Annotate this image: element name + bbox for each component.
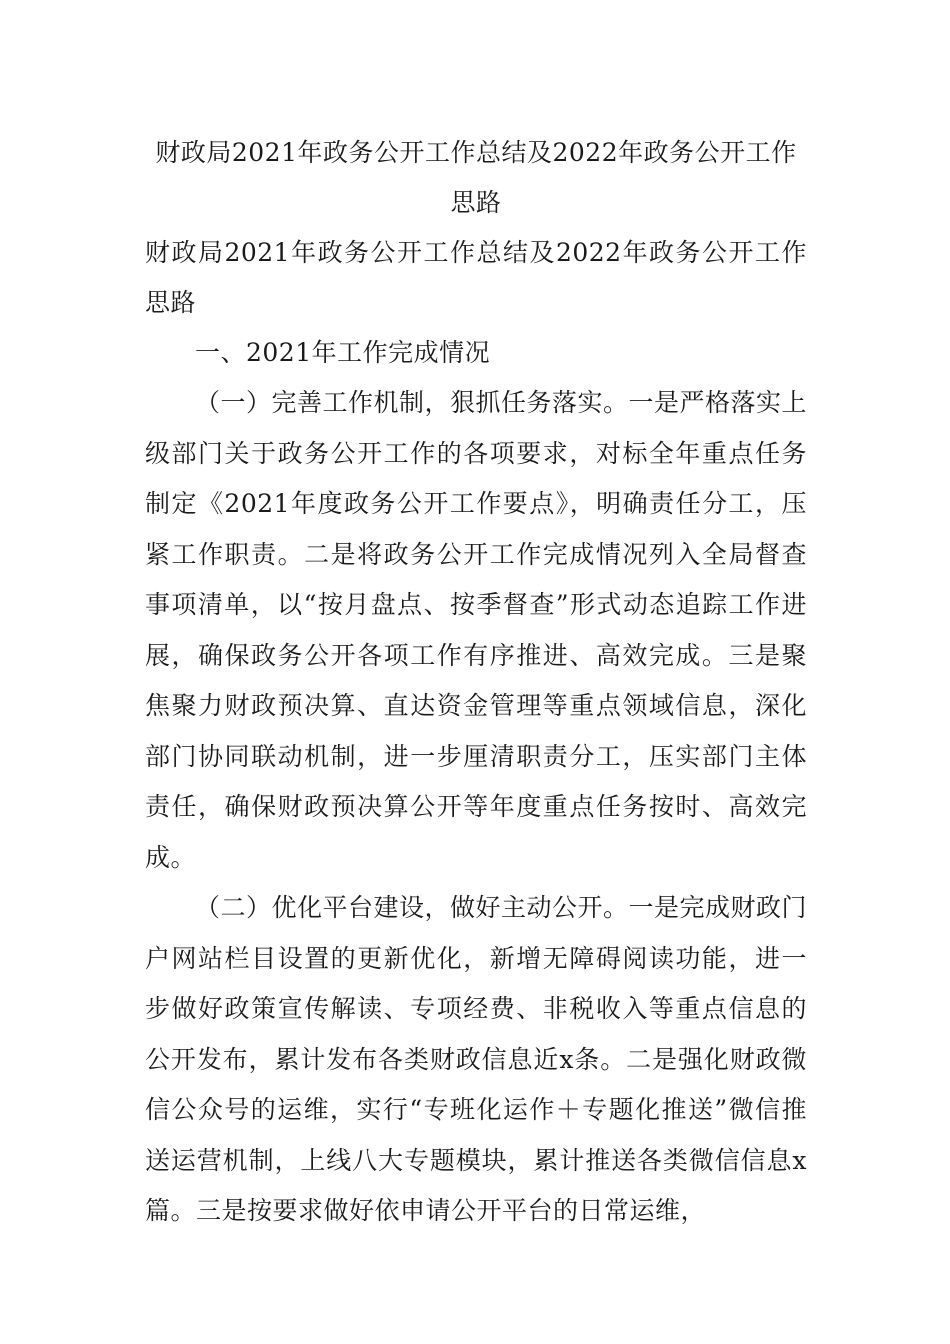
section-heading: 一、2021年工作完成情况	[195, 338, 491, 367]
document-subtitle: 财政局2021年政务公开工作总结及2022年政务公开工作思路	[145, 238, 807, 317]
document-title: 财政局2021年政务公开工作总结及2022年政务公开工作思路	[155, 138, 797, 217]
paragraph-1: （一）完善工作机制，狠抓任务落实。一是严格落实上级部门关于政务公开工作的各项要求，对标全年重点任务制定《2021年度政务公开工作要点》，明确责任分工，压紧工作职责。二是将政务公开工作完成情况列入全局督查事项清单，以“按月盘点、按季督查”形式动态追踪工作进展，确保政务公开各项工作有序推进、高效完成。三是聚焦聚力财政预决算、直达资金管理等重点领域信息，深化部门协同联动机制，进一步厘清职责分工，压实部门主体责任，确保财政预决算公开等年度重点任务按时、高效完成。	[145, 388, 808, 872]
document-body	[145, 128, 807, 1237]
paragraph-2: （二）优化平台建设，做好主动公开。一是完成财政门户网站栏目设置的更新优化，新增无障碍阅读功能，进一步做好政策宣传解读、专项经费、非税收入等重点信息的公开发布，累计发布各类财政信息近x条。二是强化财政微信公众号的运维，实行“专班化运作＋专题化推送”微信推送运营机制，上线八大专题模块，累计推送各类微信信息x篇。三是按要求做好依申请公开平台的日常运维，	[145, 893, 808, 1225]
